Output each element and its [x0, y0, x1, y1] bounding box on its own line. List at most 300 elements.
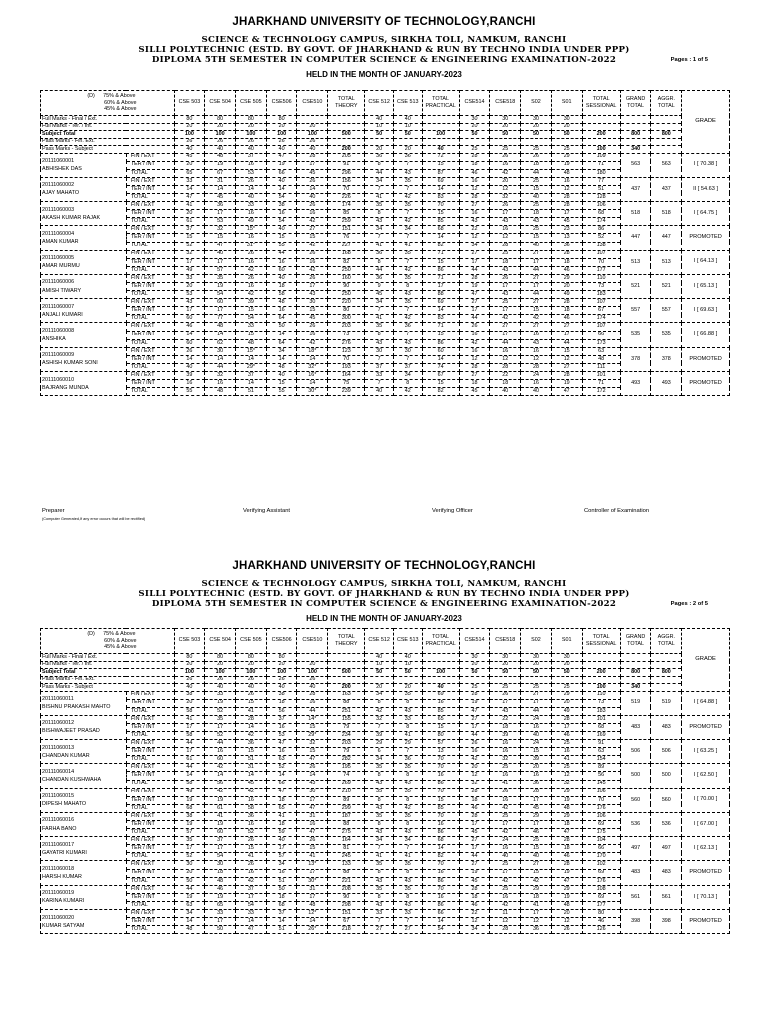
row-type: TOTAL	[126, 339, 174, 347]
marks-value	[582, 138, 620, 146]
mark-cell: 30	[297, 788, 328, 796]
mark-cell: 15	[266, 380, 297, 388]
mark-cell: 27	[490, 323, 521, 331]
mark-cell: 44	[266, 250, 297, 258]
mark-cell: 51	[266, 926, 297, 934]
mark-cell: 15	[236, 845, 267, 853]
mark-cell: 26	[236, 837, 267, 845]
mark-cell: 41	[266, 812, 297, 820]
student-rows	[41, 153, 730, 396]
mark-cell: 83	[422, 315, 459, 323]
mark-cell: 43	[365, 901, 394, 909]
mark-cell: 12	[459, 355, 490, 363]
mark-cell: 44	[459, 853, 490, 861]
marks-value: 20	[174, 661, 205, 669]
mark-cell: 123	[328, 347, 365, 355]
marks-value: 80	[236, 654, 267, 662]
student-aggr: 513	[651, 250, 682, 274]
mark-cell: 43	[393, 901, 422, 909]
mark-cell: 14	[422, 307, 459, 315]
mark-cell: 17	[174, 307, 205, 315]
mark-cell: 91	[328, 161, 365, 169]
student-info	[41, 861, 127, 885]
mark-cell: 85	[422, 218, 459, 226]
mark-cell: 15	[236, 331, 267, 339]
marks-value: 80	[266, 116, 297, 124]
col-header-s3: S02	[521, 91, 552, 116]
mark-cell: 73	[582, 283, 620, 291]
student-aggr: 483	[651, 715, 682, 739]
mark-cell: 36	[205, 202, 236, 210]
mark-cell: 17	[174, 723, 205, 731]
mark-cell: 16	[459, 177, 490, 185]
row-type: TER / INT	[126, 234, 174, 242]
mark-cell: 40	[174, 363, 205, 371]
mark-cell: 16	[236, 234, 267, 242]
mark-cell: 27	[393, 926, 422, 934]
mark-cell: 18	[490, 258, 521, 266]
mark-cell: 43	[459, 218, 490, 226]
mark-cell: 88	[328, 869, 365, 877]
mark-cell: 43	[490, 218, 521, 226]
mark-cell: 47	[174, 193, 205, 201]
mark-cell: 175	[582, 829, 620, 837]
mark-cell: 31	[297, 812, 328, 820]
marks-value: 26	[205, 676, 236, 684]
mark-cell: 7	[393, 234, 422, 242]
exam-title: DIPLOMA 5TH SEMESTER IN COMPUTER SCIENCE & ENGINEERING EXAMINATION-2022	[151, 599, 617, 609]
mark-cell: 52	[205, 707, 236, 715]
mark-cell: 86	[582, 226, 620, 234]
mark-cell: 42	[490, 315, 521, 323]
marks-value	[422, 654, 459, 662]
student-roll: 20111060013	[42, 744, 75, 751]
mark-cell: 17	[521, 910, 552, 918]
marks-row-label: Subject Total	[41, 131, 175, 139]
mark-cell: 12	[551, 185, 582, 193]
marks-value: 40	[393, 654, 422, 662]
student-aggr: 519	[651, 691, 682, 715]
mark-cell: 40	[521, 388, 552, 396]
marks-value: 40	[205, 684, 236, 692]
mark-cell: 28	[459, 153, 490, 161]
marks-value: 50	[459, 131, 490, 139]
marks-value: 20	[205, 661, 236, 669]
col-header-practical: TOTAL PRACTICAL	[422, 629, 459, 654]
mark-cell: 44	[205, 740, 236, 748]
mark-cell: 14	[236, 723, 267, 731]
marks-value	[422, 116, 459, 124]
mark-cell: 14	[422, 918, 459, 926]
student-grade: PROMOTED	[682, 372, 730, 396]
mark-cell: 69	[422, 177, 459, 185]
mark-cell: 250	[328, 266, 365, 274]
mark-cell: 18	[266, 699, 297, 707]
mark-cell: 151	[328, 226, 365, 234]
mark-cell: 28	[459, 274, 490, 282]
mark-cell: 14	[297, 772, 328, 780]
student-roll: 20111060014	[42, 768, 75, 775]
mark-cell: 35	[393, 299, 422, 307]
marks-value	[521, 676, 552, 684]
mark-cell: 19	[205, 821, 236, 829]
mark-cell: 220	[328, 299, 365, 307]
mark-cell: 17	[205, 845, 236, 853]
mark-cell: 15	[422, 723, 459, 731]
marks-value: 26	[236, 676, 267, 684]
mark-cell: 17	[459, 723, 490, 731]
mark-cell: 42	[521, 315, 552, 323]
mark-cell: 33	[393, 910, 422, 918]
mark-cell: 16*	[297, 372, 328, 380]
marks-value: 80	[236, 116, 267, 124]
mark-cell: 12	[490, 355, 521, 363]
row-type: FIN / EXT	[126, 153, 174, 161]
mark-cell: 33	[365, 372, 394, 380]
student-grade: I [ 64.75 ]	[682, 202, 730, 226]
mark-cell: 25	[490, 885, 521, 893]
mark-cell: 43	[297, 780, 328, 788]
student-row	[41, 153, 730, 161]
mark-cell: 20	[459, 764, 490, 772]
mark-cell: 12	[490, 185, 521, 193]
student-name: CHANDAN KUMAR	[42, 752, 90, 759]
mark-cell: 16	[490, 347, 521, 355]
mark-cell: 61	[205, 804, 236, 812]
mark-cell: 47	[266, 788, 297, 796]
mark-cell: 28	[236, 715, 267, 723]
marks-value	[551, 676, 582, 684]
mark-cell: 43	[393, 339, 422, 347]
mark-cell: 8	[365, 893, 394, 901]
mark-cell: 28	[297, 153, 328, 161]
mark-cell: 54	[236, 315, 267, 323]
mark-cell: 107	[582, 299, 620, 307]
row-type: TOTAL	[126, 707, 174, 715]
mark-cell: 18	[551, 821, 582, 829]
marks-value	[459, 138, 490, 146]
marks-value: 200	[328, 684, 365, 692]
mark-cell: 40	[297, 193, 328, 201]
marks-value: 20	[174, 123, 205, 131]
mark-cell: 106	[582, 788, 620, 796]
student-roll: 20111060008	[42, 328, 75, 334]
mark-cell: 8	[393, 283, 422, 291]
mark-cell: 19	[205, 796, 236, 804]
mark-cell: 20	[174, 699, 205, 707]
mark-cell: 47	[266, 153, 297, 161]
marks-value: 40	[205, 146, 236, 154]
student-aggr: 536	[651, 812, 682, 836]
mark-cell: 43	[521, 339, 552, 347]
col-header-aggr: AGGR. TOTAL	[651, 629, 682, 654]
mark-cell: 28	[459, 363, 490, 371]
mark-cell: 15	[297, 307, 328, 315]
mark-cell: 234	[328, 731, 365, 739]
mark-cell: 12	[490, 234, 521, 242]
mark-cell: 44	[365, 169, 394, 177]
mark-cell: 27	[459, 837, 490, 845]
mark-cell: 16	[297, 821, 328, 829]
mark-cell: 66	[582, 331, 620, 339]
mark-cell: 28	[490, 242, 521, 250]
mark-cell: 18	[459, 380, 490, 388]
mark-cell: 68	[582, 210, 620, 218]
mark-cell: 16	[266, 258, 297, 266]
mark-cell: 70	[328, 355, 365, 363]
row-type: TER / INT	[126, 331, 174, 339]
mark-cell: 25	[521, 837, 552, 845]
student-roll: 20111060020	[42, 914, 75, 921]
student-name: ABHISHEK DAS	[42, 166, 82, 173]
student-row	[41, 691, 730, 699]
col-header-c2: CSE 504	[205, 91, 236, 116]
mark-cell: 15	[422, 331, 459, 339]
mark-cell: 69	[422, 299, 459, 307]
mark-cell: 25	[521, 226, 552, 234]
student-row	[41, 837, 730, 845]
mark-cell: 299	[328, 804, 365, 812]
student-roll: 20111060009	[42, 352, 75, 359]
mark-cell: 7	[365, 234, 394, 242]
mark-cell: 16	[490, 161, 521, 169]
mark-cell: 53	[266, 731, 297, 739]
marks-value: 25	[459, 146, 490, 154]
marks-value: 50	[365, 131, 394, 139]
mark-cell: 16	[521, 380, 552, 388]
mark-cell: 37	[205, 837, 236, 845]
mark-cell: 16	[236, 821, 267, 829]
marks-value: 100	[236, 669, 267, 677]
mark-cell: 55	[266, 388, 297, 396]
mark-cell: 44	[521, 291, 552, 299]
mark-cell: 88	[328, 699, 365, 707]
legend-code: (D)	[87, 93, 95, 100]
mark-cell: 36	[551, 242, 582, 250]
mark-cell: 34	[365, 756, 394, 764]
mark-cell: 34	[365, 299, 394, 307]
col-header-s1: CSE514	[459, 91, 490, 116]
mark-cell: 42	[490, 877, 521, 885]
mark-cell: 17	[459, 845, 490, 853]
marks-value	[422, 676, 459, 684]
mark-cell: 46	[551, 853, 582, 861]
mark-cell: 19	[459, 869, 490, 877]
mark-cell: 48	[236, 339, 267, 347]
marks-value: 26	[266, 138, 297, 146]
marks-value: 100	[174, 131, 205, 139]
marks-value: 30	[459, 116, 490, 124]
mark-cell: 25	[490, 299, 521, 307]
student-name: AKASH KUMAR RAJAK	[42, 214, 101, 221]
col-header-theory: TOTAL THEORY	[328, 91, 365, 116]
mark-cell: 18	[551, 307, 582, 315]
mark-cell: 34	[365, 226, 394, 234]
mark-cell: 52	[236, 829, 267, 837]
mark-cell: 58	[174, 707, 205, 715]
student-roll: 20111060012	[42, 720, 75, 727]
mark-cell: 49	[551, 291, 582, 299]
mark-cell: 42	[521, 877, 552, 885]
marks-value	[365, 676, 394, 684]
mark-cell: 15	[422, 380, 459, 388]
mark-cell: 57	[422, 740, 459, 748]
marks-value: 800	[651, 131, 682, 139]
mark-cell: 33	[393, 715, 422, 723]
student-info	[41, 837, 127, 861]
mark-cell: 40	[521, 242, 552, 250]
mark-cell: 22	[490, 372, 521, 380]
row-type: TOTAL	[126, 388, 174, 396]
mark-cell: 17	[297, 161, 328, 169]
marks-value: 50	[551, 669, 582, 677]
marks-value: 26	[236, 138, 267, 146]
student-aggr: 378	[651, 347, 682, 371]
mark-cell: 24	[521, 740, 552, 748]
mark-cell: 16	[297, 210, 328, 218]
mark-cell: 15	[521, 234, 552, 242]
mark-cell: 42	[459, 756, 490, 764]
mark-cell: 47	[205, 242, 236, 250]
mark-cell: 20	[174, 283, 205, 291]
mark-cell: 60	[205, 829, 236, 837]
mark-cell: 28	[459, 193, 490, 201]
mark-cell: 17	[521, 283, 552, 291]
mark-cell: 46	[521, 829, 552, 837]
row-type: FIN / EXT	[126, 250, 174, 258]
mark-cell: 36	[236, 740, 267, 748]
mark-cell: 58	[236, 804, 267, 812]
mark-cell: 151	[328, 910, 365, 918]
mark-cell: 44	[459, 266, 490, 274]
marks-value: 25	[521, 146, 552, 154]
mark-cell: 8	[365, 869, 394, 877]
mark-cell: 16	[266, 748, 297, 756]
page-number: Pages : 1 of 5	[670, 57, 708, 63]
student-name: FARHA BANO	[42, 825, 77, 832]
mark-cell: 37	[365, 363, 394, 371]
student-aggr: 521	[651, 274, 682, 298]
row-type: TER / INT	[126, 307, 174, 315]
mark-cell: 91	[582, 740, 620, 748]
col-header-s2: CSE518	[490, 91, 521, 116]
result-table	[40, 90, 730, 396]
student-grand: 519	[620, 691, 651, 715]
mark-cell: 33	[205, 910, 236, 918]
mark-cell: 18	[490, 723, 521, 731]
mark-cell: 42	[393, 315, 422, 323]
mark-cell: 14	[174, 918, 205, 926]
mark-cell: 48	[551, 901, 582, 909]
student-grade: PROMOTED	[682, 715, 730, 739]
student-grand: 483	[620, 715, 651, 739]
mark-cell: 17	[205, 723, 236, 731]
mark-cell: 42	[297, 339, 328, 347]
marks-row-label: Pass Marks - Fin. Ext.	[41, 676, 175, 684]
mark-cell: 107	[582, 323, 620, 331]
mark-cell: 32	[205, 226, 236, 234]
mark-cell: 43	[393, 291, 422, 299]
student-grand: 493	[620, 372, 651, 396]
mark-cell: 27	[521, 323, 552, 331]
mark-cell: 31	[297, 885, 328, 893]
mark-cell: 53	[174, 291, 205, 299]
mark-cell: 54	[236, 901, 267, 909]
student-info	[41, 885, 127, 909]
marks-value	[651, 661, 682, 669]
marks-value: 100	[236, 131, 267, 139]
mark-cell: 239	[328, 388, 365, 396]
marks-value	[328, 676, 365, 684]
mark-cell: 25	[551, 764, 582, 772]
mark-cell: 29	[393, 740, 422, 748]
mark-cell: 8	[365, 331, 394, 339]
mark-cell: 57	[266, 853, 297, 861]
mark-cell: 14	[205, 331, 236, 339]
row-type: TOTAL	[126, 363, 174, 371]
student-name: HARSH KUMAR	[42, 874, 82, 881]
mark-cell: 19	[459, 699, 490, 707]
marks-value: 20	[266, 661, 297, 669]
mark-cell: 35	[365, 202, 394, 210]
mark-cell: 17	[459, 258, 490, 266]
mark-cell: 16	[266, 869, 297, 877]
mark-cell: 19	[205, 893, 236, 901]
mark-cell: 30*	[297, 877, 328, 885]
mark-cell: 20	[174, 869, 205, 877]
mark-cell: 15	[422, 161, 459, 169]
mark-cell: 86	[422, 829, 459, 837]
mark-cell: 34	[365, 691, 394, 699]
mark-cell: 27	[459, 372, 490, 380]
mark-cell: 28	[551, 193, 582, 201]
student-info	[41, 812, 127, 836]
marks-row-label: Pass Marks - Subject	[41, 146, 175, 154]
mark-cell: 16	[422, 821, 459, 829]
mark-cell: 203	[328, 323, 365, 331]
col-header-s4: S01	[551, 629, 582, 654]
mark-cell: 16	[490, 226, 521, 234]
mark-cell: 48	[551, 804, 582, 812]
mark-cell: 43	[490, 291, 521, 299]
mark-cell: 169	[582, 731, 620, 739]
col-header-grand: GRAND TOTAL	[620, 629, 651, 654]
mark-cell: 70	[328, 185, 365, 193]
mark-cell: 156	[328, 177, 365, 185]
mark-cell: 16	[490, 740, 521, 748]
student-grade: PROMOTED	[682, 861, 730, 885]
mark-cell: 70	[422, 202, 459, 210]
mark-cell: 42	[393, 218, 422, 226]
marks-value: 100	[422, 669, 459, 677]
marks-value	[582, 676, 620, 684]
mark-cell: 111	[582, 363, 620, 371]
row-type: TER / INT	[126, 258, 174, 266]
mark-cell: 26	[490, 691, 521, 699]
mark-cell: 12*	[297, 910, 328, 918]
mark-cell: 177	[582, 266, 620, 274]
mark-cell: 45	[365, 291, 394, 299]
row-type: TER / INT	[126, 796, 174, 804]
mark-cell: 218	[328, 926, 365, 934]
mark-cell: 27	[459, 250, 490, 258]
mark-cell: 80	[422, 731, 459, 739]
mark-cell: 275	[328, 829, 365, 837]
marks-value: 40	[365, 116, 394, 124]
marks-value	[393, 138, 422, 146]
mark-cell: 27	[297, 226, 328, 234]
mark-cell: 8	[365, 210, 394, 218]
